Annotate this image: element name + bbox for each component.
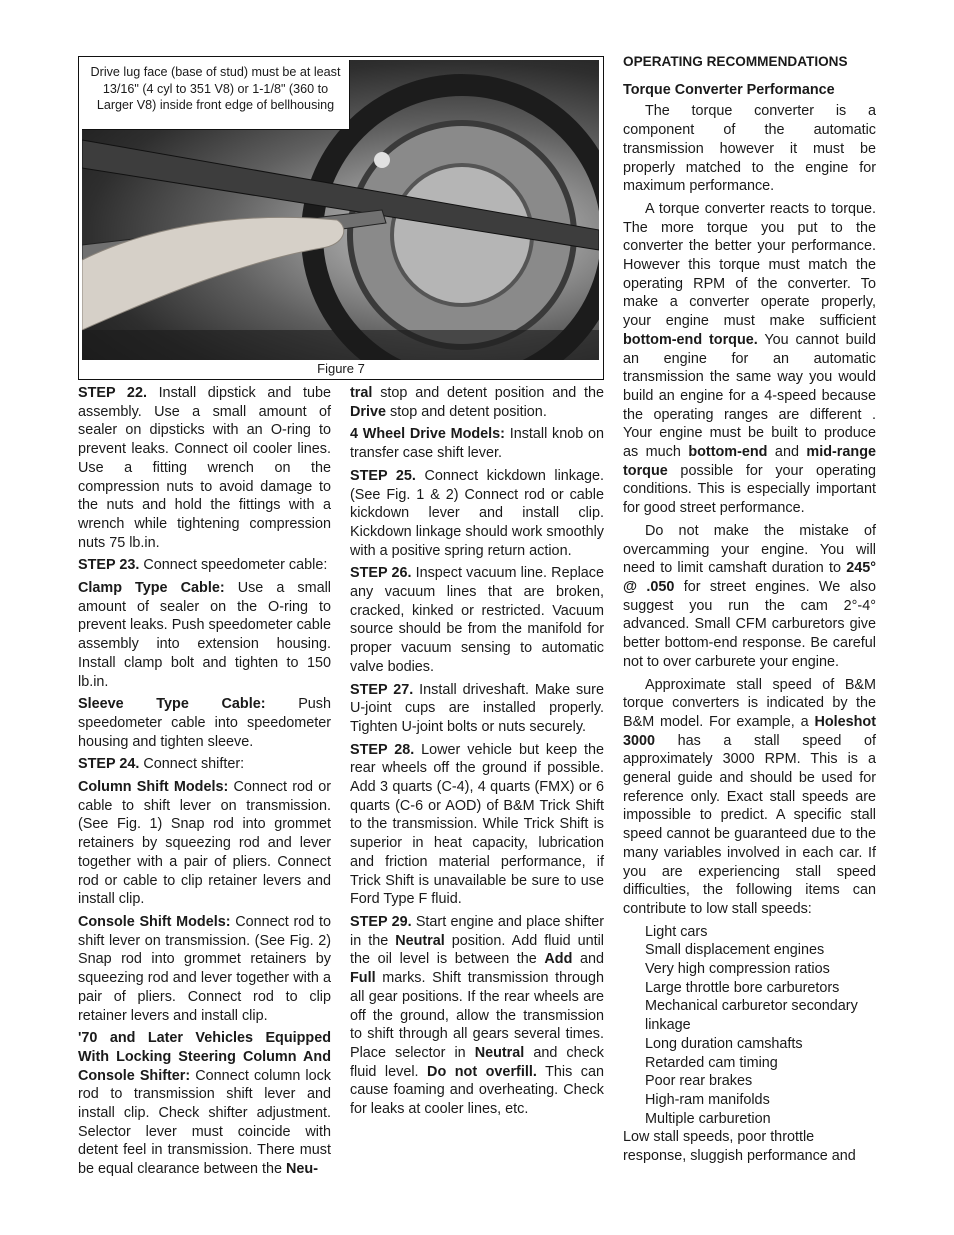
bold-word: Neutral xyxy=(395,932,445,949)
bold-word: 245° @ .050 xyxy=(623,560,876,595)
sub-text: Push speedometer cable into speedometer housing and tighten sleeve. xyxy=(78,696,331,750)
four-wheel-drive-models xyxy=(350,425,604,462)
step-label: STEP 28. xyxy=(350,741,415,758)
step-label: STEP 29. xyxy=(350,913,412,930)
list-item: Mechanical carburetor secondary linkage xyxy=(645,998,858,1034)
step-label: STEP 22. xyxy=(78,385,147,401)
step-label: STEP 24. xyxy=(78,756,140,773)
step-25 xyxy=(350,467,604,561)
column-right xyxy=(623,53,876,1170)
section-heading: OPERATING RECOMMENDATIONS xyxy=(623,54,848,69)
step-text: Inspect vacuum line. Replace any vacuum lines that are broken, cracked, kinked or restricted. Vacuum source should be from the manifold for proper vacuum sensing to automatic valve bodies. xyxy=(350,565,604,675)
list-item: Large throttle bore carburetors xyxy=(645,979,840,996)
step-27 xyxy=(350,681,604,737)
step-23 xyxy=(78,556,331,575)
paragraph-camshaft xyxy=(623,522,876,672)
paragraph-tail: Low stall speeds, poor throttle response, sluggish performance and xyxy=(623,1129,856,1165)
body-text: A torque converter reacts to torque. The more torque you put to the converter the better your performance. However this torque must match the operating RPM of the converter. To make a converter operate properly, your engine must make sufficient xyxy=(623,200,876,330)
body-text: marks. Shift transmission through all gear positions. If the rear wheels are off the ground, allow the transmission to shift through all gears several times. Place selector in xyxy=(350,970,604,1061)
body-text: and xyxy=(572,951,604,968)
list-item: Multiple carburetion xyxy=(645,1110,771,1127)
clamp-type-cable xyxy=(78,579,331,691)
body-text: stop and detent position and the xyxy=(372,385,604,401)
step-label: STEP 26. xyxy=(350,565,412,582)
bold-word: Holeshot 3000 xyxy=(623,713,876,749)
bold-word: Drive xyxy=(350,403,386,420)
body-text: Approximate stall speed of B&M torque converters is indicated by the B&M model. For example, a xyxy=(623,676,876,730)
body-text: stop and detent position. xyxy=(386,403,547,420)
step-label: STEP 27. xyxy=(350,681,414,698)
list-item: Small displacement engines xyxy=(645,942,825,959)
step-text: Lower vehicle but keep the rear wheels off the ground if possible. Add 3 quarts (C-4), 4 quarts (FMX) or 6 quarts (C-6 or AOD) of B&M Trick Shift to the transmission. While Trick Shift is superior in heat capacity, lubrication and friction material performance, if Trick Shift is unavailable be sure to use Ford Type F fluid. xyxy=(350,741,604,908)
list-item: Retarded cam timing xyxy=(645,1054,778,1071)
step-text: Install driveshaft. Make sure U-joint cups are installed properly. Tighten U-joint bolts or nuts securely. xyxy=(350,681,604,735)
low-stall-factors-list xyxy=(645,923,876,1129)
paragraph-converter-intro: The torque converter is a component of the automatic transmission however it must be properly matched to the engine for maximum performance. xyxy=(623,103,876,195)
step-text: Install dipstick and tube assembly. Use a small amount of sealer on dipsticks with an O-ring to prevent leaks. Connect oil cooler lines. Use a fitting wrench on the compression nuts to avoid damage to the nuts and hold the fittings with a wrench while tightening compression nuts 75 lb.in. xyxy=(78,385,331,551)
step-26 xyxy=(350,564,604,676)
sub-text: Connect rod to shift lever on transmission. (See Fig. 2) Snap rod into grommet retainers by squeezing rod and lever together with a pair of pliers. Connect rod to clip retainer levers and install clip. xyxy=(78,913,331,1024)
body-text: and xyxy=(767,444,807,461)
bold-word: Add xyxy=(544,951,573,968)
body-text: Do not make the mistake of overcamming your engine. You will need to limit camshaft duration to xyxy=(623,522,876,577)
sub-text: Connect column lock rod to transmission shift lever and install clip. Check shifter adjustment. Selector lever must coincide with detent feel in transmission. There must be equal clearance between the xyxy=(78,1067,332,1178)
body-text: Start engine and place shifter in the xyxy=(350,913,604,949)
section-subheading: Torque Converter Performance xyxy=(623,81,835,98)
list-item: Light cars xyxy=(645,923,708,940)
body-text: and check fluid level. xyxy=(350,1044,604,1080)
step-29 xyxy=(350,913,604,1119)
list-item: Very high compression ratios xyxy=(645,961,830,978)
step-text: Connect speedometer cable: xyxy=(139,557,328,574)
sub-label: Column Shift Models: xyxy=(78,779,229,796)
bold-word: bottom-end torque. xyxy=(623,331,758,348)
bold-word: mid-range torque xyxy=(623,444,876,479)
list-item: Poor rear brakes xyxy=(645,1073,753,1090)
sub-label: '70 and Later Vehicles Equipped With Locking Steering Column And Console Shifter: xyxy=(78,1030,331,1084)
body-text: for street engines. We also suggest you run the cam 2°-4° advanced. Small CFM carburetors give better bottom-end response. Be careful not to over carburete your engine. xyxy=(623,578,876,670)
bold-word: Neu- xyxy=(286,1161,319,1178)
step-text: Connect kickdown linkage. (See Fig. 1 & 2) Connect rod or cable kickdown lever and install clip. Kickdown linkage should work smoothly with a positive spring return action. xyxy=(350,467,604,559)
column-shift-models xyxy=(78,778,331,909)
sub-text: Use a small amount of sealer on the O-ring to prevent leaks. Push speedometer cable assembly into extension housing. Install clamp bolt and tighten to 150 lb.in. xyxy=(78,580,332,690)
hand xyxy=(82,217,344,330)
step-24 xyxy=(78,755,331,774)
list-item: Long duration camshafts xyxy=(645,1035,803,1052)
paragraph-stall-speed xyxy=(623,676,876,919)
column-left xyxy=(78,384,331,1183)
locking-steering-column xyxy=(78,1029,331,1179)
step-label: STEP 23. xyxy=(78,557,140,574)
bold-word: tral xyxy=(350,385,373,401)
body-text: You cannot build an engine for an automatic transmission the same way you would build an engine for a 4-speed because the operating ranges are different . Your engine must be built to produce as much xyxy=(623,331,876,461)
body-text: This can cause foaming and overheating. Check for leaks at cooler lines, etc. xyxy=(350,1063,604,1118)
step-28 xyxy=(350,741,604,909)
body-text: possible for your operating conditions. This is especially important for good street performance. xyxy=(623,462,876,517)
sub-label: 4 Wheel Drive Models: xyxy=(350,426,505,443)
sub-label: Sleeve Type Cable: xyxy=(78,696,266,713)
bold-word: Do not overfill. xyxy=(427,1063,537,1080)
sleeve-type-cable xyxy=(78,695,331,751)
photo-shadow xyxy=(82,330,599,360)
step-text: Connect shifter: xyxy=(139,756,245,773)
body-text: has a stall speed of approximately 3000 RPM. This is a general guide and should be used for reference only. Exact stall speeds are impossible to predict. A specific stall speed cannot be guaranteed due to the many variables involved in each car. If you are experiencing stall speed difficulties, the following items can contribute to low stall speeds: xyxy=(623,732,876,917)
detent-continuation xyxy=(350,384,604,421)
body-text: position. Add fluid until the oil level is between the xyxy=(350,932,604,968)
console-shift-models xyxy=(78,913,331,1025)
step-22 xyxy=(78,384,331,552)
column-middle xyxy=(350,384,604,1123)
figure-7 xyxy=(78,56,604,380)
bold-word: Full xyxy=(350,970,376,987)
sub-label: Console Shift Models: xyxy=(78,913,231,930)
figure-caption: Figure 7 xyxy=(317,361,365,376)
figure-callout: Drive lug face (base of stud) must be at least 13/16" (4 cyl to 351 V8) or 1-1/8" (360 to Larger V8) inside front edge of bellhousing xyxy=(82,60,350,130)
drive-lug-stud xyxy=(374,152,390,168)
paragraph-torque xyxy=(623,200,876,518)
list-item: High-ram manifolds xyxy=(645,1091,770,1108)
sub-label: Clamp Type Cable: xyxy=(78,580,225,597)
sub-text: Connect rod or cable to shift lever on transmission. (See Fig. 1) Snap rod into grommet retainers by squeezing rod and lever together with a pair of pliers. Connect rod or cable to clip retainer levers and install clip. xyxy=(78,779,331,908)
bold-word: bottom-end xyxy=(688,444,768,461)
sub-text: Install knob on transfer case shift lever. xyxy=(350,426,604,462)
step-label: STEP 25. xyxy=(350,467,416,484)
bold-word: Neutral xyxy=(474,1044,525,1061)
